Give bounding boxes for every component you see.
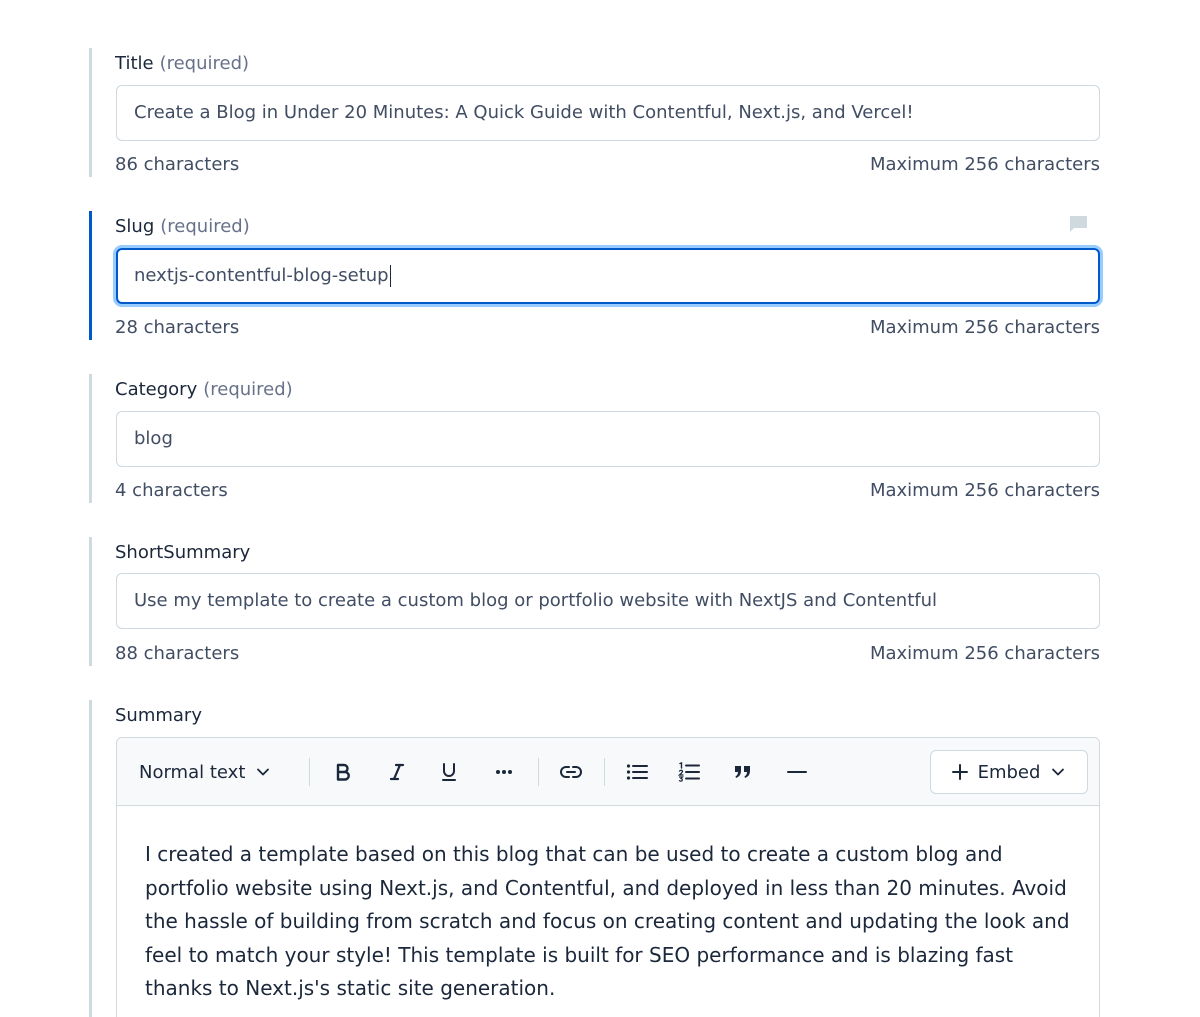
quote-button[interactable]	[725, 752, 761, 792]
plus-icon	[952, 764, 968, 780]
embed-label: Embed	[977, 761, 1041, 783]
slug-max-chars: Maximum 256 characters	[869, 317, 1100, 338]
slug-label	[115, 215, 250, 239]
editor-toolbar	[117, 738, 1099, 806]
horizontal-rule-button[interactable]	[779, 752, 815, 792]
numbered-list-button[interactable]	[671, 752, 707, 792]
underline-button[interactable]	[431, 752, 467, 792]
title-char-count: 86 characters	[115, 154, 240, 175]
text-caret	[390, 265, 391, 287]
slug-label-text: Slug	[115, 216, 155, 237]
short-summary-input-value: Use my template to create a custom blog or portfolio website with NextJS and Contentful	[134, 590, 938, 611]
link-icon	[560, 765, 582, 779]
toolbar-divider	[309, 758, 310, 786]
toolbar-divider	[538, 758, 539, 786]
required-indicator: (required)	[159, 53, 250, 74]
short-summary-char-count: 88 characters	[115, 643, 240, 664]
horizontal-rule-icon	[787, 770, 807, 774]
editor-content[interactable]	[145, 838, 1075, 1006]
numbered-list-icon	[678, 762, 700, 782]
text-style-label: Normal text	[139, 761, 246, 783]
summary-field	[89, 700, 1100, 1017]
quote-icon	[734, 765, 752, 779]
required-indicator: (required)	[160, 216, 250, 237]
category-field	[89, 374, 1100, 503]
rich-text-editor	[116, 737, 1100, 1017]
more-icon	[495, 769, 513, 775]
slug-input-value: nextjs-contentful-blog-setup	[134, 265, 389, 286]
summary-label	[115, 704, 202, 728]
title-max-chars: Maximum 256 characters	[869, 154, 1100, 175]
title-input-value: Create a Blog in Under 20 Minutes: A Quick Guide with Contentful, Next.js, and Vercel!	[134, 102, 914, 123]
bulleted-list-button[interactable]	[619, 752, 655, 792]
editor-paragraph: I created a template based on this blog that can be used to create a custom blog and portfolio website using Next.js, and Contentful, and deployed in less than 20 minutes. Avoid the hassle of building from scratch and focus on creating content and updating the look and feel to match your style! This template is built for SEO performance and is blazing fast thanks to Next.js's static site generation.	[145, 842, 1070, 1001]
category-char-count: 4 characters	[115, 480, 228, 501]
title-label-text: Title	[115, 53, 154, 74]
slug-char-count: 28 characters	[115, 317, 240, 338]
link-button[interactable]	[552, 752, 590, 792]
category-input[interactable]	[116, 411, 1100, 467]
underline-icon	[440, 762, 458, 782]
category-input-value: blog	[134, 428, 173, 449]
italic-button[interactable]	[379, 752, 415, 792]
embed-button[interactable]	[930, 750, 1088, 794]
bulleted-list-icon	[626, 763, 648, 781]
short-summary-label-text: ShortSummary	[115, 542, 251, 563]
chevron-down-icon	[255, 764, 271, 780]
title-label	[115, 52, 249, 76]
bold-icon	[335, 763, 351, 781]
required-indicator: (required)	[203, 379, 293, 400]
comment-icon[interactable]	[1068, 215, 1088, 233]
slug-field	[89, 211, 1100, 340]
short-summary-field	[89, 537, 1100, 666]
summary-label-text: Summary	[115, 705, 202, 726]
short-summary-label	[115, 541, 250, 565]
short-summary-input[interactable]	[116, 573, 1100, 629]
short-summary-max-chars: Maximum 256 characters	[869, 643, 1100, 664]
bold-button[interactable]	[325, 752, 361, 792]
title-field	[89, 48, 1100, 177]
category-label-text: Category	[115, 379, 198, 400]
category-max-chars: Maximum 256 characters	[869, 480, 1100, 501]
chevron-down-icon	[1050, 764, 1066, 780]
title-input[interactable]	[116, 85, 1100, 141]
more-formatting-button[interactable]	[486, 752, 522, 792]
toolbar-divider	[604, 758, 605, 786]
text-style-dropdown[interactable]	[139, 752, 289, 792]
slug-input[interactable]	[116, 248, 1100, 304]
category-label	[115, 378, 293, 402]
italic-icon	[389, 763, 405, 781]
